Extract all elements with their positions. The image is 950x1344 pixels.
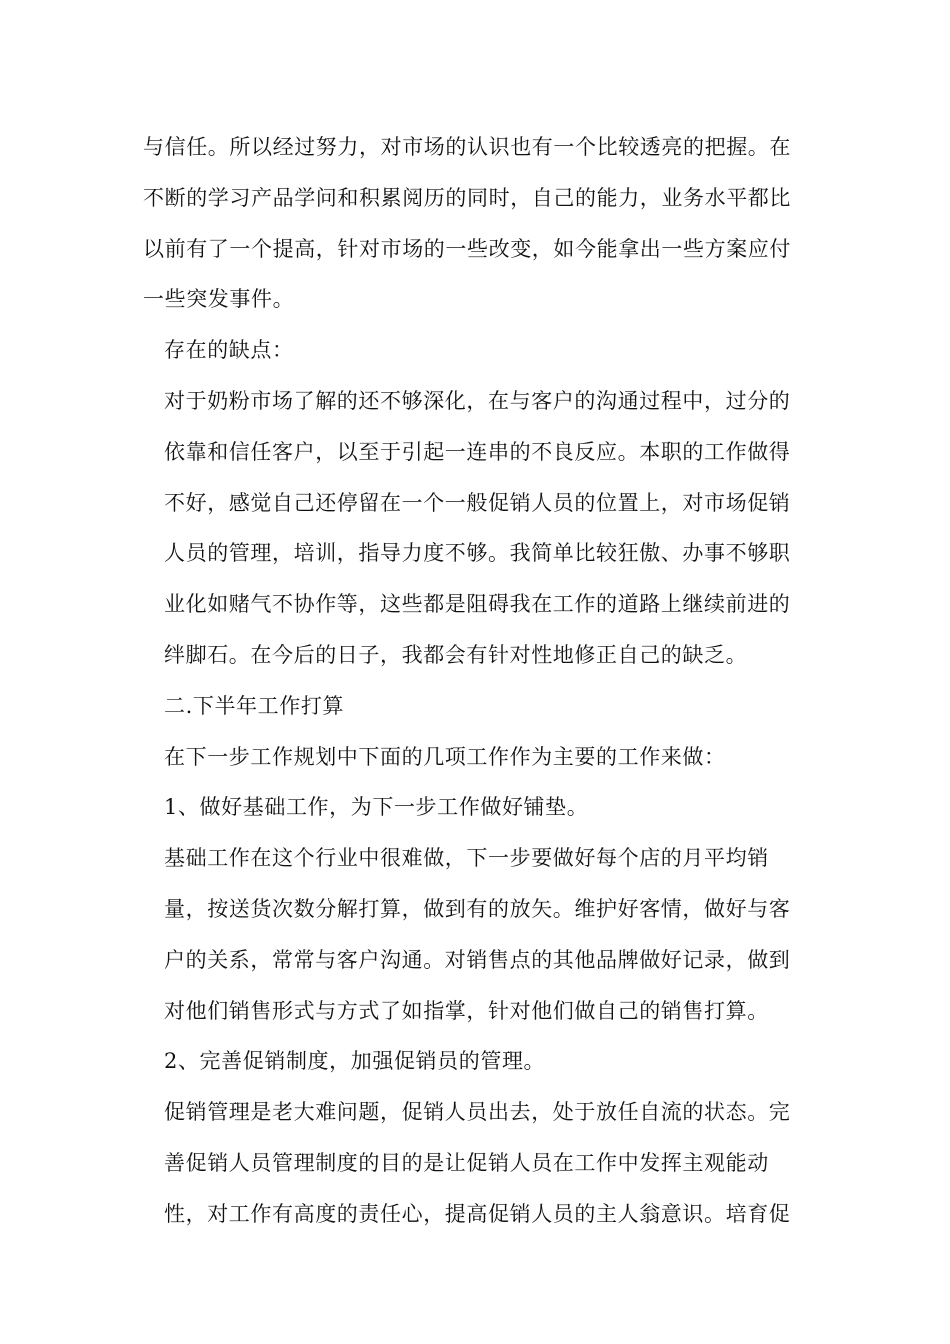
paragraph-shortcomings: 对于奶粉市场了解的还不够深化，在与客户的沟通过程中，过分的依靠和信任客户，以至于引起一连串的不良反应。本职的工作做得不好，感觉自己还停留在一个一般促销人员的位置上，对市场促销人员的管理，培训，指导力度不够。我简单比较狂傲、办事不够职业化如赌气不协作等，这些都是阻碍我在工作的道路上继续前进的绊脚石。在今后的日子，我都会有针对性地修正自己的缺乏。 xyxy=(164,388,791,667)
section-heading-second-half-plan: 二.下半年工作打算 xyxy=(164,693,345,718)
paragraph-shortcomings-heading: 存在的缺点： xyxy=(164,338,294,363)
item-heading-2: 2、完善促销制度，加强促销员的管理。 xyxy=(164,1049,546,1074)
paragraph-continued-intro: 与信任。所以经过努力，对市场的认识也有一个比较透亮的把握。在不断的学习产品学问和积累阅历的同时，自己的能力，业务水平都比以前有了一个提高，针对市场的一些改变，如今能拿出一些方案应付一些突发事件。 xyxy=(143,135,791,312)
item-heading-1: 1、做好基础工作，为下一步工作做好铺垫。 xyxy=(164,795,589,820)
paragraph-item-1: 基础工作在这个行业中很难做，下一步要做好每个店的月平均销量，按送货次数分解打算，做到有的放矢。维护好客情，做好与客户的关系，常常与客户沟通。对销售点的其他品牌做好记录，做到对他们销售形式与方式了如指掌，针对他们做自己的销售打算。 xyxy=(164,846,791,1023)
paragraph-item-2: 促销管理是老大难问题，促销人员出去，处于放任自流的状态。完善促销人员管理制度的目的是让促销人员在工作中发挥主观能动性，对工作有高度的责任心，提高促销人员的主人翁意识。培育促 xyxy=(164,1100,791,1226)
document-body xyxy=(143,122,807,1240)
paragraph-plan-intro: 在下一步工作规划中下面的几项工作作为主要的工作来做： xyxy=(164,744,726,769)
